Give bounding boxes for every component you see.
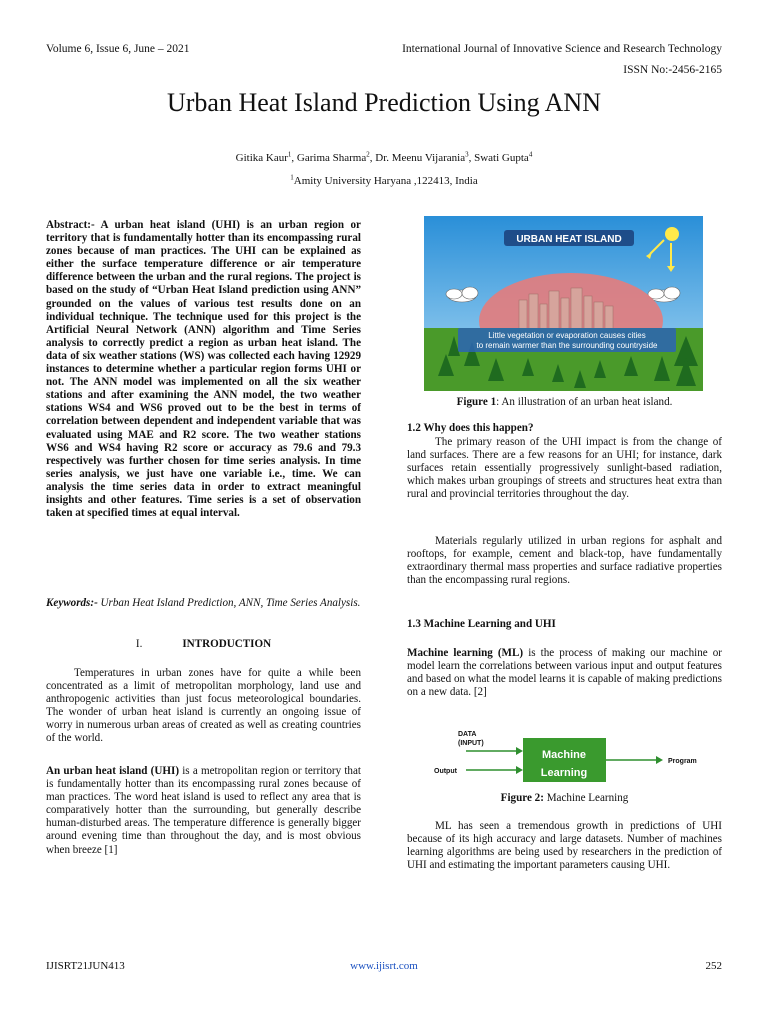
section-heading-1-2: 1.2 Why does this happen?: [407, 422, 534, 434]
issn: ISSN No:-2456-2165: [623, 64, 722, 76]
author-sup: 1: [287, 150, 292, 159]
fig2-data-label: DATA: [458, 731, 477, 738]
fig2-box-line2: Learning: [540, 767, 588, 779]
section-title: INTRODUCTION: [182, 638, 272, 650]
fig1-banner: URBAN HEAT ISLAND: [516, 234, 622, 245]
fig2-input-label: (INPUT): [458, 740, 484, 747]
figure-2-label: Figure 2:: [500, 792, 544, 804]
intro-paragraph-2: [46, 765, 361, 857]
intro-paragraph-1: Temperatures in urban zones have for quite a while been concentrated as a limit of metropolitan morphology, land use and anthropogenic activities than just focus meteorological boundaries. The wonder of urban heat island is currently an ongoing issue of worry in numerous urban areas of created as well as creating countries of the world.: [46, 667, 361, 745]
figure-1-label: Figure 1: [456, 396, 497, 408]
paper-title: Urban Heat Island Prediction Using ANN: [167, 88, 601, 117]
author-name: Garima Sharma: [296, 152, 367, 164]
fig1-overlay-line2: to remain warmer than the surrounding countryside: [476, 341, 658, 350]
volume-issue: Volume 6, Issue 6, June – 2021: [46, 43, 190, 55]
figure-2-caption: [407, 792, 722, 805]
fig1-overlay-line1: Little vegetation or evaporation causes cities: [488, 331, 646, 340]
affiliation-sup: 1: [290, 173, 294, 182]
footer-paper-id: IJISRT21JUN413: [46, 960, 125, 972]
section-1-3-paragraph-2: ML has seen a tremendous growth in predictions of UHI because of its high accuracy and large datasets. Number of machines learning algorithms are being used by researchers in the prediction of UHI and estimating the important parameters causing UHI.: [407, 820, 722, 872]
section-heading-1-3: 1.3 Machine Learning and UHI: [407, 618, 556, 630]
section-1-2-paragraph-1: The primary reason of the UHI impact is from the change of land surfaces. There are a few reasons for an UHI; for instance, dark surfaces retain essentially progressively sunlight-based radiation, which makes urban groupings of streets and structures heat extra than rural and provincial territories throughout the day.: [407, 436, 722, 501]
footer-website-link[interactable]: www.ijisrt.com: [350, 960, 418, 972]
author-name: Swati Gupta: [474, 152, 529, 164]
abstract-text: A urban heat island (UHI) is an urban region or territory that is fundamentally hotter than its encompassing rural zones because of man practices. The UHI can be explained as either the surface temperature difference or air temperature difference between the urban and the rural regions. The project is based on the study of “Urban Heat Island prediction using ANN” grounded on the values of various test results done on an individual technique. The technique used for this project is the Artificial Neural Network (ANN) algorithm and Time Series analysis to correctly predict a region as urban heat island. The data of six weather stations (WS) was collected each having 12929 instances to determine whether a particular region forms UHI or not. The ANN model was implemented on all the six weather stations and after examining the ANN model, the two weather stations WS4 and WS6 proved out to be the best in terms of correlation between dependent and independent variable that was evaluated using MAE and R2 score. The two weather stations WS6 and WS4 having R2 score or accuracy as 79.6 and 79.3 respectively was further chosen for time series analysis. In time series analysis, we just have one variable i.e., time. We can analysis the time series data in order to extract meaningful insights and other features. Time series is a set of observation taken at specified times at equal interval.: [46, 219, 361, 520]
figure-1-urban-heat-island: [424, 216, 703, 391]
keywords: [46, 597, 361, 610]
sun-icon: [665, 227, 679, 241]
ml-definition: is the process of making our machine or model learn the correlations between various input and output features and based on what the model learns it is capable of making predictions on a new data. [2]: [407, 647, 722, 699]
abstract: [46, 219, 361, 520]
author-sup: 3: [465, 150, 469, 159]
section-heading-introduction: [46, 638, 361, 651]
uhi-term: An urban heat island (UHI): [46, 765, 180, 777]
fig2-box-line1: Machine: [541, 749, 587, 761]
page-number: 252: [705, 960, 722, 972]
section-1-2-paragraph-2: Materials regularly utilized in urban regions for asphalt and rooftops, for example, cement and black-top, have fundamentally extraordinary thermal mass properties and surface radiative properties than the encompassing rural regions.: [407, 535, 722, 587]
figure-1-caption: [407, 396, 722, 409]
keywords-text: Urban Heat Island Prediction, ANN, Time Series Analysis.: [97, 597, 361, 609]
fig2-program-label: Program: [668, 758, 697, 765]
figure-1-caption-text: : An illustration of an urban heat island.: [496, 396, 673, 408]
author-name: Gitika Kaur: [235, 152, 288, 164]
keywords-label: Keywords:-: [46, 597, 98, 609]
journal-name: International Journal of Innovative Science and Research Technology: [402, 43, 722, 55]
affiliation: [0, 175, 768, 187]
ml-term: Machine learning (ML): [407, 647, 524, 659]
author-list: Gitika Kaur$^1$, Garima Sharma$^2$, Dr. Meenu Vijarania$^3$, Swati Gupta$^4$: [235, 150, 533, 164]
figure-2-caption-text: Machine Learning: [543, 792, 629, 804]
affiliation-text: Amity University Haryana ,122413, India: [293, 175, 478, 187]
uhi-definition: is a metropolitan region or territory that is fundamentally hotter than its encompassing rural zones because of man practices. The word heat island is used to reflect any area that is comparatively hotter than the surrounding, but generally describe human-disturbed areas. The temperature difference is generally bigger around evening time than throughout the day, and is most obvious when breeze [1]: [46, 765, 361, 856]
fig2-output-label: Output: [434, 768, 457, 775]
author-name: Dr. Meenu Vijarania: [375, 152, 466, 164]
abstract-label: Abstract:-: [46, 219, 95, 231]
section-1-3-paragraph-1: [407, 647, 722, 699]
author-sup: 2: [366, 150, 370, 159]
author-sup: 4: [528, 150, 533, 159]
figure-2-machine-learning: [428, 728, 706, 786]
section-number: I.: [135, 638, 143, 650]
